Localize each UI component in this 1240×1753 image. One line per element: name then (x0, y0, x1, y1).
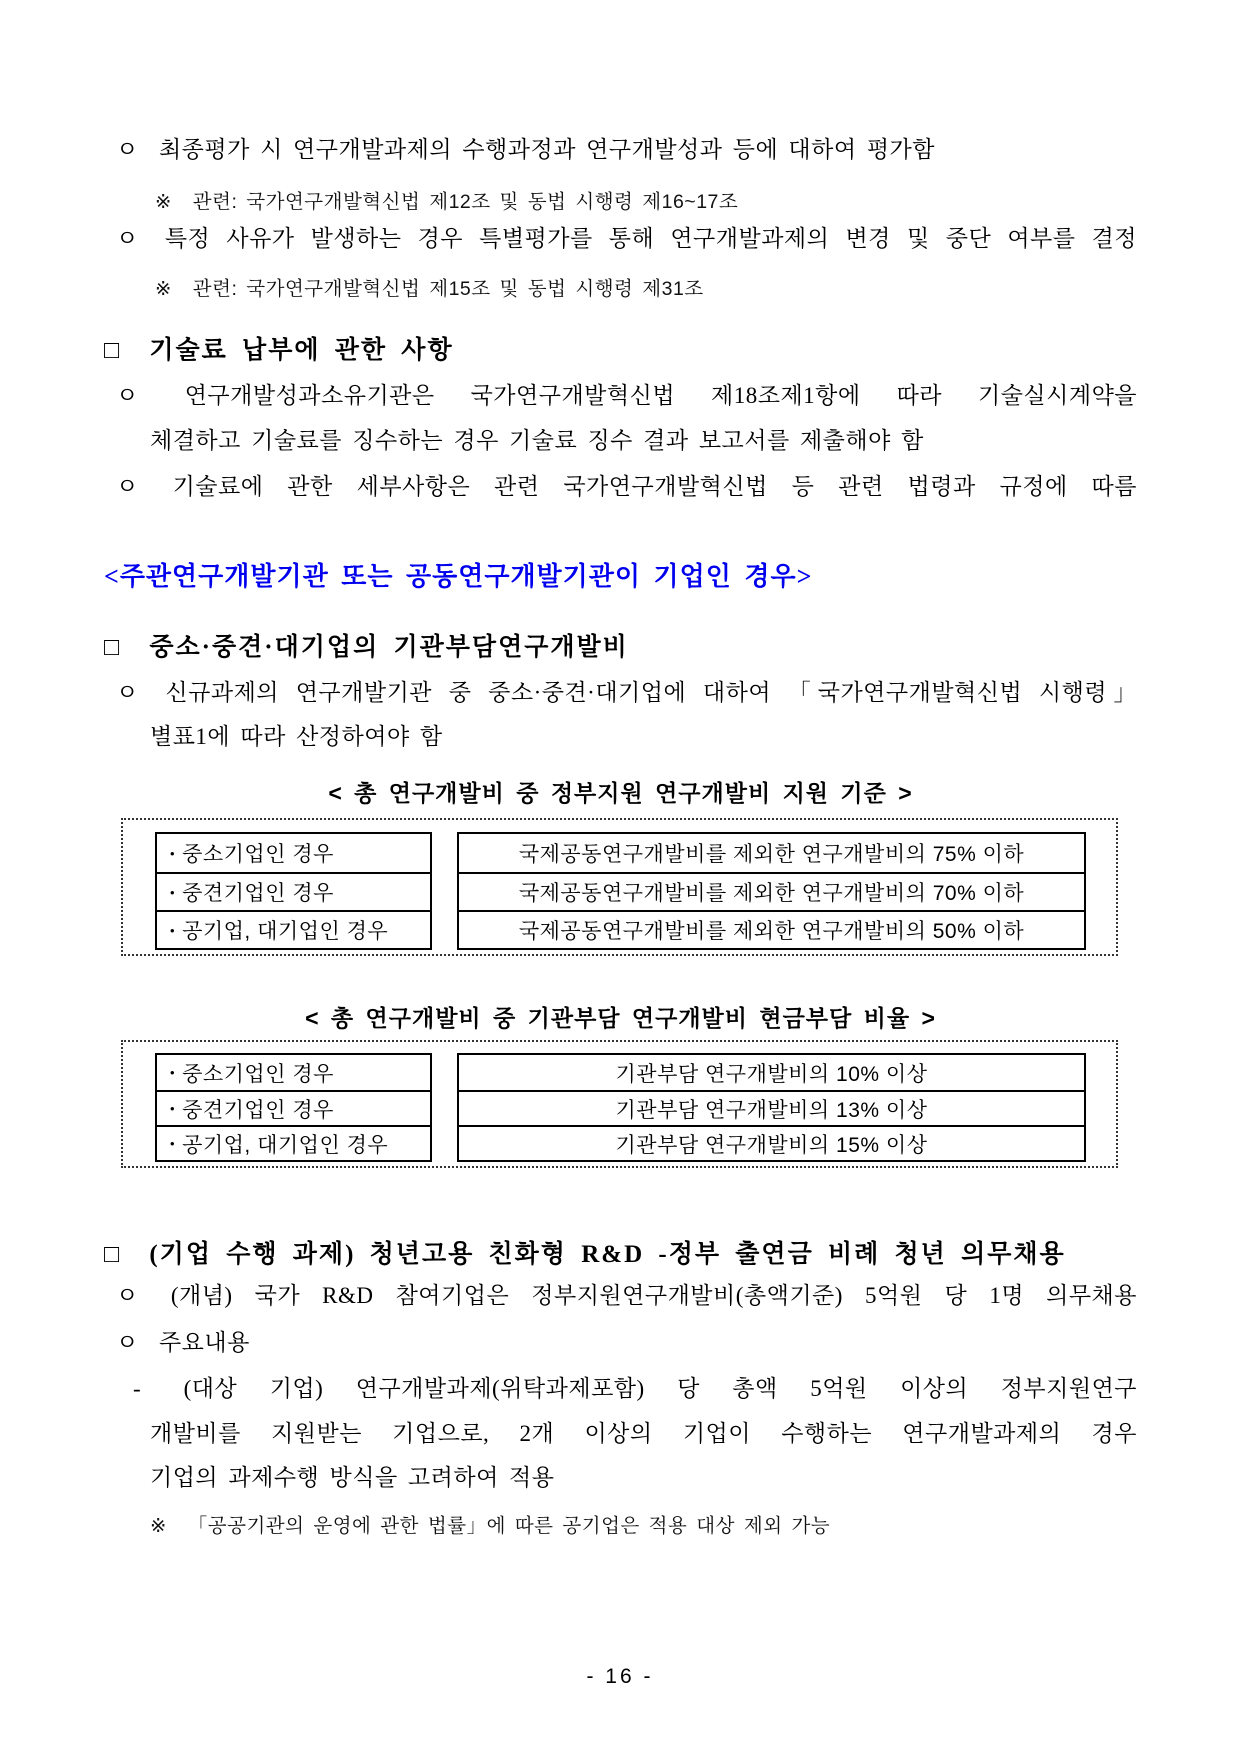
square-marker: □ (104, 634, 122, 661)
dot-marker: • (170, 1065, 176, 1080)
dash-marker: - (133, 1376, 142, 1401)
youth-employment-heading-text: (기업 수행 과제) 청년고용 친화형 R&D -정부 출연금 비례 청년 의무채용 (149, 1241, 1066, 1268)
cash-table (121, 1040, 1118, 1168)
final-eval-note-1 (155, 186, 738, 214)
circle-marker: ㅇ (116, 1330, 139, 1355)
youth-target-line-2 (150, 1419, 1137, 1449)
youth-target-line-2-text: 개발비를 지원받는 기업으로, 2개 이상의 기업이 수행하는 연구개발과제의 경우 (150, 1421, 1137, 1446)
youth-target-line-1 (133, 1374, 1137, 1404)
cash-table-caption: < 총 연구개발비 중 기관부담 연구개발비 현금부담 비율 > (305, 1005, 936, 1031)
table-row (459, 1055, 1084, 1090)
company-burden-heading (104, 627, 629, 663)
youth-main-content-bullet (116, 1328, 250, 1358)
youth-target-line-1-text: (대상 기업) 연구개발과제(위탁과제포함) 당 총액 5억원 이상의 정부지원연구 (183, 1376, 1138, 1401)
youth-main-content-label: 주요내용 (158, 1330, 250, 1355)
circle-marker: ㅇ (116, 383, 139, 408)
support-table (121, 818, 1118, 956)
cash-table-value-column (457, 1053, 1086, 1162)
dot-marker: • (170, 922, 176, 938)
circle-marker: ㅇ (116, 680, 139, 705)
row-label: 중견기업인 경우 (182, 882, 334, 905)
table-row (157, 872, 430, 910)
table-row (157, 1055, 430, 1090)
circle-marker: ㅇ (116, 1283, 139, 1308)
table-row (459, 1090, 1084, 1125)
tech-fee-bullet-1-line-1-text: 연구개발성과소유기관은 국가연구개발혁신법 제18조제1항에 따라 기술실시계약을 (184, 383, 1138, 408)
table-row (157, 834, 430, 872)
company-burden-bullet-line-1 (116, 678, 1137, 708)
final-eval-note-1-text: 관련: 국가연구개발혁신법 제12조 및 동법 시행령 제16~17조 (192, 191, 739, 213)
row-label: 중소기업인 경우 (182, 843, 334, 866)
row-value: 기관부담 연구개발비의 15% 이상 (615, 1133, 928, 1157)
circle-marker: ㅇ (116, 474, 139, 499)
table-row (157, 910, 430, 948)
reference-marker: ※ (150, 1515, 167, 1537)
support-table-caption: < 총 연구개발비 중 정부지원 연구개발비 지원 기준 > (328, 780, 913, 806)
final-eval-bullet-2-text: 특정 사유가 발생하는 경우 특별평가를 통해 연구개발과제의 변경 및 중단 여부를 결정 (164, 226, 1138, 251)
company-burden-bullet-line-2 (150, 722, 443, 752)
dot-marker: • (170, 1101, 176, 1116)
youth-concept-bullet-text: (개념) 국가 R&D 참여기업은 정부지원연구개발비(총액기준) 5억원 당 1명 의무채용 (170, 1283, 1137, 1308)
row-label: 공기업, 대기업인 경우 (182, 1133, 389, 1157)
row-value: 국제공동연구개발비를 제외한 연구개발비의 70% 이하 (518, 882, 1025, 905)
page-number: - 16 - (586, 1665, 654, 1688)
table-row (157, 1125, 430, 1160)
tech-fee-bullet-1-line-2 (150, 426, 924, 456)
table-row (459, 872, 1084, 910)
final-eval-note-2 (155, 273, 704, 301)
cash-table-label-column (155, 1053, 432, 1162)
square-marker: □ (104, 337, 122, 364)
reference-marker: ※ (155, 191, 172, 213)
final-eval-bullet-1 (116, 135, 935, 165)
row-label: 중견기업인 경우 (182, 1098, 334, 1122)
company-burden-heading-text: 중소·중견·대기업의 기관부담연구개발비 (149, 634, 629, 661)
row-value: 국제공동연구개발비를 제외한 연구개발비의 75% 이하 (518, 843, 1025, 866)
company-burden-bullet-line-1-text: 신규과제의 연구개발기관 중 중소·중견·대기업에 대하여 「국가연구개발혁신법 시행령」 (165, 680, 1137, 705)
support-table-value-column (457, 832, 1086, 950)
row-label: 공기업, 대기업인 경우 (182, 920, 389, 943)
reference-marker: ※ (155, 278, 172, 300)
row-value: 기관부담 연구개발비의 10% 이상 (615, 1062, 928, 1086)
youth-target-line-3-text: 기업의 과제수행 방식을 고려하여 적용 (150, 1465, 555, 1490)
dot-marker: • (170, 845, 176, 861)
table-row (459, 834, 1084, 872)
table-row (459, 910, 1084, 948)
final-eval-note-2-text: 관련: 국가연구개발혁신법 제15조 및 동법 시행령 제31조 (192, 278, 704, 300)
tech-fee-heading-text: 기술료 납부에 관한 사항 (149, 337, 454, 364)
circle-marker: ㅇ (116, 137, 139, 162)
circle-marker: ㅇ (116, 226, 139, 251)
youth-note-text: 「공공기관의 운영에 관한 법률」에 따른 공기업은 적용 대상 제외 가능 (187, 1515, 831, 1537)
youth-note (150, 1510, 830, 1538)
tech-fee-heading (104, 330, 454, 366)
tech-fee-bullet-2-text: 기술료에 관한 세부사항은 관련 국가연구개발혁신법 등 관련 법령과 규정에 따름 (172, 474, 1137, 499)
dot-marker: • (170, 1136, 176, 1151)
tech-fee-bullet-2 (116, 472, 1137, 502)
youth-concept-bullet (116, 1281, 1137, 1311)
table-row (459, 1125, 1084, 1160)
row-label: 중소기업인 경우 (182, 1062, 334, 1086)
youth-target-line-3 (150, 1463, 555, 1493)
tech-fee-bullet-1-line-2-text: 체결하고 기술료를 징수하는 경우 기술료 징수 결과 보고서를 제출해야 함 (150, 428, 924, 453)
support-table-label-column (155, 832, 432, 950)
final-eval-bullet-1-text: 최종평가 시 연구개발과제의 수행과정과 연구개발성과 등에 대하여 평가함 (158, 137, 935, 162)
row-value: 국제공동연구개발비를 제외한 연구개발비의 50% 이하 (518, 920, 1025, 943)
row-value: 기관부담 연구개발비의 13% 이상 (615, 1098, 928, 1122)
square-marker: □ (104, 1241, 122, 1268)
company-burden-bullet-line-2-text: 별표1에 따라 산정하여야 함 (150, 724, 443, 749)
company-case-header: <주관연구개발기관 또는 공동연구개발기관이 기업인 경우> (104, 562, 813, 591)
tech-fee-bullet-1-line-1 (116, 381, 1137, 411)
table-row (157, 1090, 430, 1125)
final-eval-bullet-2 (116, 224, 1137, 254)
youth-employment-heading (104, 1234, 1066, 1270)
dot-marker: • (170, 884, 176, 900)
